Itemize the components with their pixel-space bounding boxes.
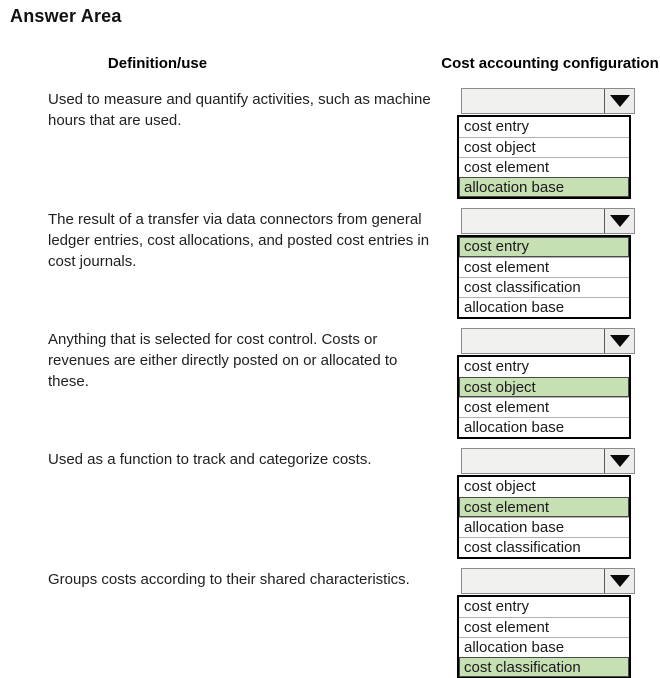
option-cost-element[interactable]: cost element (459, 397, 629, 417)
definition-text: Used as a function to track and categorize costs. (48, 451, 372, 468)
dropdown-arrow-button[interactable] (604, 209, 634, 233)
option-cost-entry[interactable]: cost entry (464, 598, 530, 615)
answer-row (0, 328, 660, 439)
answer-row (0, 568, 660, 678)
dropdown-arrow-button[interactable] (604, 449, 634, 473)
option-cost-object[interactable]: cost object (459, 137, 629, 157)
dropdown-widget (457, 208, 631, 319)
option-cost-classification[interactable]: cost classification (459, 277, 629, 297)
definition-text: The result of a transfer via data connectors from general ledger entries, cost allocations, and posted cost entries in cost journals. (48, 211, 430, 270)
dropdown-options-list (457, 355, 631, 439)
dropdown-widget (457, 328, 631, 439)
chevron-down-icon (610, 455, 630, 467)
option-allocation-base[interactable]: allocation base (459, 177, 629, 197)
dropdown-value (462, 449, 604, 473)
answer-row (0, 208, 660, 319)
dropdown-arrow-button[interactable] (604, 569, 634, 593)
dropdown-value (462, 569, 604, 593)
dropdown-widget (457, 88, 631, 199)
option-allocation-base[interactable]: allocation base (459, 517, 629, 537)
dropdown-arrow-button[interactable] (604, 89, 634, 113)
option-cost-element[interactable]: cost element (459, 257, 629, 277)
option-cost-entry[interactable]: cost entry (459, 237, 629, 257)
definition-text: Anything that is selected for cost control. Costs or revenues are either directly posted on or allocated to these. (48, 331, 398, 390)
dropdown-options-list (457, 475, 631, 559)
chevron-down-icon (610, 95, 630, 107)
dropdown-value (462, 329, 604, 353)
option-allocation-base[interactable]: allocation base (459, 417, 629, 437)
chevron-down-icon (610, 335, 630, 347)
dropdown-options-list (457, 115, 631, 199)
option-cost-classification[interactable]: cost classification (459, 537, 629, 557)
definition-text: Used to measure and quantify activities, such as machine hours that are used. (48, 91, 431, 129)
dropdown-arrow-button[interactable] (604, 329, 634, 353)
answer-row (0, 88, 660, 199)
dropdown-widget (457, 448, 631, 559)
chevron-down-icon (610, 215, 630, 227)
option-cost-element[interactable]: cost element (459, 157, 629, 177)
dropdown-select[interactable] (461, 448, 635, 474)
dropdown-select[interactable] (461, 208, 635, 234)
option-cost-entry[interactable]: cost entry (464, 358, 530, 375)
option-cost-object[interactable]: cost object (464, 478, 536, 495)
option-allocation-base[interactable]: allocation base (459, 297, 629, 317)
dropdown-widget (457, 568, 631, 678)
option-cost-entry[interactable]: cost entry (464, 118, 530, 135)
option-cost-object[interactable]: cost object (459, 377, 629, 397)
option-allocation-base[interactable]: allocation base (459, 637, 629, 657)
column-headers (0, 55, 660, 72)
option-cost-classification[interactable]: cost classification (459, 657, 629, 677)
dropdown-value (462, 209, 604, 233)
answer-row (0, 448, 660, 559)
dropdown-select[interactable] (461, 88, 635, 114)
definition-use-header: Definition/use (107, 55, 208, 72)
answer-area-title: Answer Area (10, 6, 122, 26)
option-cost-element[interactable]: cost element (459, 497, 629, 517)
dropdown-select[interactable] (461, 568, 635, 594)
dropdown-options-list (457, 595, 631, 678)
definition-text: Groups costs according to their shared characteristics. (48, 571, 410, 588)
dropdown-value (462, 89, 604, 113)
answer-rows (0, 88, 660, 678)
chevron-down-icon (610, 575, 630, 587)
cost-accounting-configuration-header: Cost accounting configuration (441, 55, 659, 72)
option-cost-element[interactable]: cost element (459, 617, 629, 637)
dropdown-select[interactable] (461, 328, 635, 354)
dropdown-options-list (457, 235, 631, 319)
